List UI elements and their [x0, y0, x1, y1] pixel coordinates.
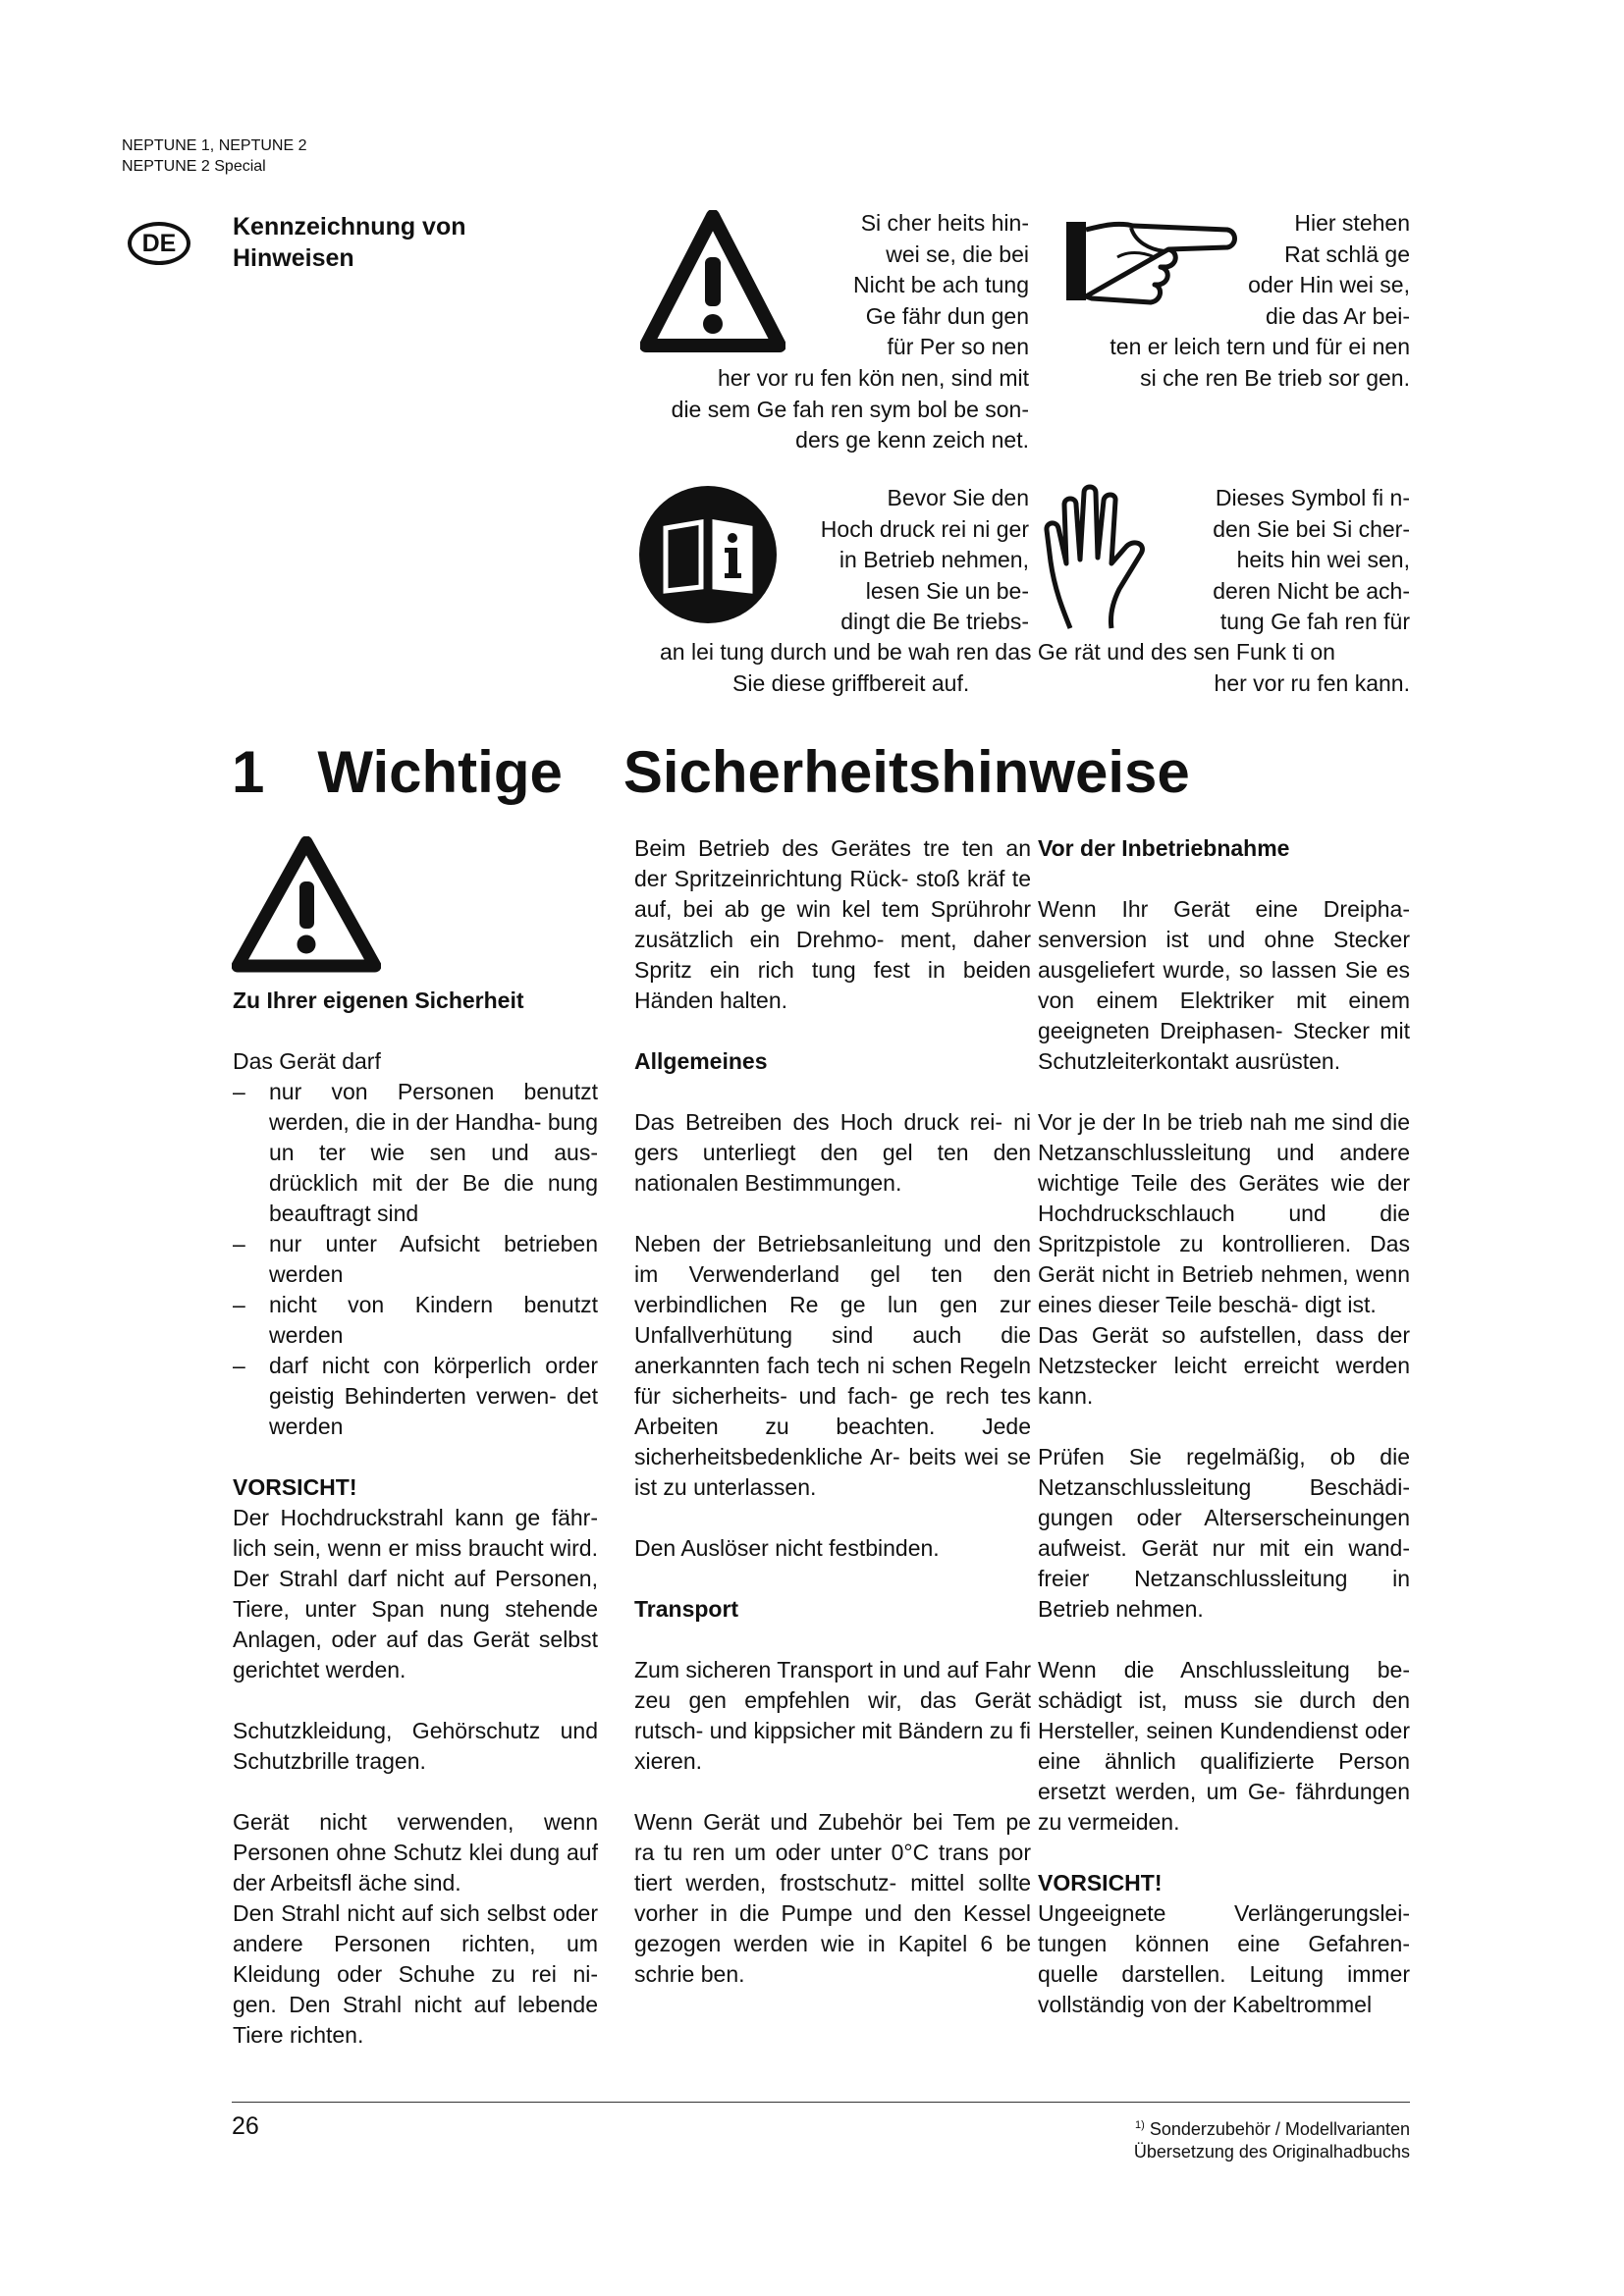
trigger-text: Den Auslöser nicht festbinden.: [634, 1535, 940, 1561]
list-item: – nicht von Kindern benutzt werden: [233, 1290, 598, 1351]
three-phase-text: Wenn Ihr Gerät eine Dreipha- senversion ist und ohne Stecker ausgeliefert wurde, so lassen Sie es von einem Elektriker mit einem geeigneten Dreiphasen- Stecker mit Schutzleiterkontakt ausrüsten.: [1038, 896, 1410, 1074]
transport-text: Zum sicheren Transport in und auf Fahr zeu gen empfehlen wir, das Gerät rutsch- und kippsicher mit Bändern zu fi xieren.: [634, 1657, 1031, 1774]
document-header: [122, 135, 306, 177]
extension-cable-text: Ungeeignete Verlängerungslei- tungen können eine Gefahren- quelle darstellen. Leitung immer vollständig von der Kabeltrommel: [1038, 1900, 1410, 2017]
regulations-text: Neben der Betriebsanleitung und den im Verwenderland gel ten den verbindlichen Re ge lun gen zur Unfallverhütung sind auch die anerkannten fach tech ni schen Regeln für sicherheits- und fach- ge rech tes Arbeiten zu beachten. Jede sicherheitsbedenkliche Ar- beits wei se ist zu unterlassen.: [634, 1231, 1031, 1500]
jet-direction-text: Den Strahl nicht auf sich selbst oder andere Personen richten, um Kleidung oder Schuhe zu rei ni- gen. Den Strahl nicht auf lebende Tiere richten.: [233, 1900, 598, 2048]
footer-notes: [1134, 2114, 1410, 2163]
list-item: – darf nicht con körperlich order geistig Behinderten verwen- det werden: [233, 1351, 598, 1442]
notation-heading-line1: Kennzeichnung von: [233, 213, 466, 240]
transport-heading: Transport: [634, 1596, 739, 1622]
section-title-word2: Sicherheitshinweise: [623, 739, 1190, 805]
list-item: – nur unter Aufsicht betrieben werden: [233, 1229, 598, 1290]
list-item: – nur von Personen benutzt werden, die in der Handha- bung un ter wie sen und aus- drücklich mit der Be die nung beauftragt sind: [233, 1077, 598, 1229]
translation-note: Übersetzung des Originalhadbuchs: [1133, 2142, 1410, 2162]
page-number: 26: [232, 2112, 259, 2140]
section-title: [232, 738, 1190, 807]
advice-note-bottom: ten er leich tern und für ei nen si che ren Be trieb sor gen.: [1110, 334, 1410, 391]
shared-note-line2-left: Sie diese griffbereit auf.: [732, 670, 970, 696]
recoil-text: Beim Betrieb des Gerätes tre ten an der Spritzeinrichtung Rück- stoß kräf te auf, bei ab ge win kel tem Sprührohr zusätzlich ein Drehmo- ment, daher Spritz ein rich tung fest in beiden Händen halten.: [634, 835, 1031, 1013]
manual-note: Bevor Sie den Hoch druck rei ni ger in Betrieb nehmen, lesen Sie un be- dingt die Be triebs-: [820, 485, 1029, 634]
own-safety-heading: Zu Ihrer eigenen Sicherheit: [233, 988, 524, 1013]
shared-note-line1: an lei tung durch und be wah ren das Ge rät und des sen Funk ti on: [660, 639, 1335, 665]
language-badge: DE: [128, 222, 190, 265]
placement-text: Das Gerät so aufstellen, dass der Netzstecker leicht erreicht werden kann.: [1038, 1322, 1410, 1409]
advice-note: Hier stehen Rat schlä ge oder Hin wei se, die das Ar bei-: [1248, 210, 1410, 329]
column-3: [1038, 833, 1410, 2020]
model-line-1: NEPTUNE 1, NEPTUNE 2: [122, 137, 307, 154]
hand-note: Dieses Symbol fi n- den Sie bei Si cher- heits hin wei sen, deren Nicht be ach- tung Ge fah ren für: [1213, 485, 1410, 634]
caution-label: VORSICHT!: [1038, 1870, 1163, 1896]
footnote-accessories: $^{1)}$ Sonderzubehör / Modellvarianten: [1135, 2119, 1410, 2139]
notation-heading-line2: Hinweisen: [233, 244, 354, 272]
caution-label: VORSICHT!: [233, 1474, 357, 1500]
caution-text: Der Hochdruckstrahl kann ge fähr- lich sein, wenn er miss braucht wird. Der Strahl darf nicht auf Personen, Tiere, unter Span nung stehende Anlagen, oder auf das Gerät selbst gerichtet werden.: [233, 1505, 598, 1682]
inspection-text: Prüfen Sie regelmäßig, ob die Netzanschlussleitung Beschädi- gungen oder Alterserscheinungen aufweist. Gerät nur mit ein wand- freier Netzanschlussleitung in Betrieb nehmen.: [1038, 1444, 1410, 1622]
damaged-cable-text: Wenn die Anschlussleitung be- schädigt ist, muss sie durch den Hersteller, seinen Kundendienst oder eine ähnlich qualifizierte Person ersetzt werden, um Ge- fährdungen zu vermeiden.: [1038, 1657, 1410, 1835]
section-number: 1: [232, 739, 265, 805]
general-heading: Allgemeines: [634, 1048, 768, 1074]
pre-start-check-text: Vor je der In be trieb nah me sind die Netzanschlussleitung und andere wichtige Teile des Gerätes wie der Hochdruckschlauch und die Spritzpistole zu kontrollieren. Das Gerät nicht in Betrieb nehmen, wenn eines dieser Teile beschä- digt ist.: [1038, 1109, 1410, 1317]
section-title-word1: Wichtige: [317, 739, 563, 805]
device-use-text: Gerät nicht verwenden, wenn Personen ohne Schutz klei dung auf der Arbeitsfl äche sind.: [233, 1809, 598, 1896]
column-2: [634, 833, 1031, 1990]
notation-heading: [233, 211, 466, 274]
operation-text: Das Betreiben des Hoch druck rei- ni gers unterliegt den gel ten den nationalen Bestimmungen.: [634, 1109, 1031, 1196]
warning-triangle-icon: [232, 836, 381, 974]
protective-gear-text: Schutzkleidung, Gehörschutz und Schutzbrille tragen.: [233, 1718, 598, 1774]
warning-note-top: Si cher heits hin- wei se, die bei Nicht be ach tung Ge fähr dun gen für Per so nen: [852, 210, 1029, 359]
column-1: [233, 986, 598, 2051]
warning-note-bottom: her vor ru fen kön nen, sind mit die sem Ge fah ren sym bol be son- ders ge kenn zeich net.: [671, 365, 1029, 453]
footer-divider: [232, 2102, 1410, 2103]
shared-note-line2-right: her vor ru fen kann.: [1214, 670, 1410, 696]
model-line-2: NEPTUNE 2 Special: [122, 158, 266, 175]
before-start-heading: Vor der Inbetriebnahme: [1038, 835, 1290, 861]
device-intro: Das Gerät darf: [233, 1048, 381, 1074]
temperature-text: Wenn Gerät und Zubehör bei Tem pe ra tu ren um oder unter 0°C trans por tiert werden, frostschutz- mittel sollte vorher in die Pumpe und den Kessel gezogen werden wie in Kapitel 6 be schrie ben.: [634, 1809, 1031, 1987]
